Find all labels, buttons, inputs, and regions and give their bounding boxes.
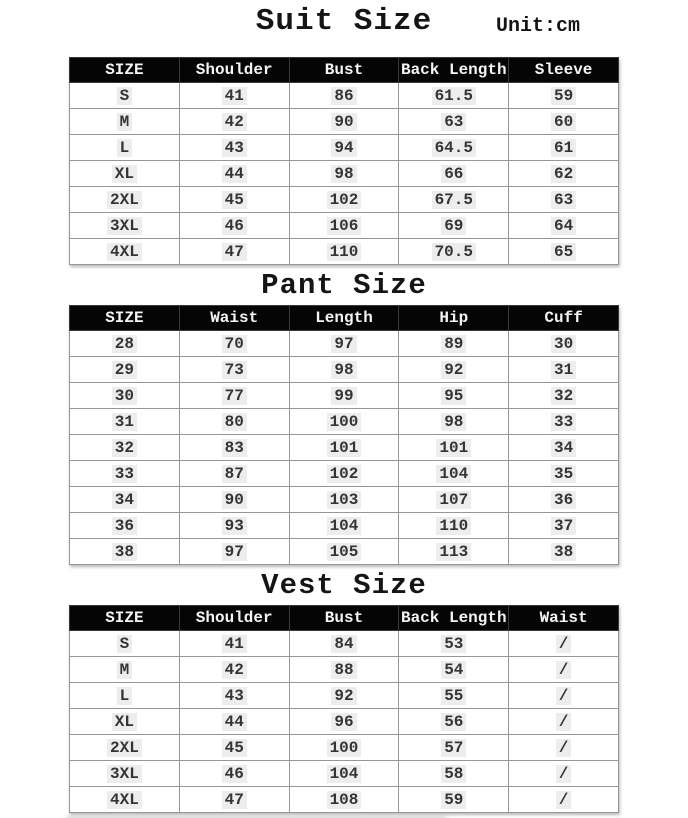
cell-text: 33 bbox=[112, 465, 137, 483]
cell-text: 94 bbox=[331, 139, 356, 157]
table-cell bbox=[70, 735, 180, 761]
table-cell bbox=[509, 683, 619, 709]
cell-text: XL bbox=[112, 713, 137, 731]
cell-text: 104 bbox=[436, 465, 471, 483]
table-cell bbox=[399, 735, 509, 761]
table-cell bbox=[179, 135, 289, 161]
column-header: Shoulder bbox=[179, 58, 289, 83]
table-cell bbox=[179, 213, 289, 239]
suit-size-table bbox=[69, 57, 619, 265]
cell-text: 100 bbox=[327, 739, 362, 757]
table-cell bbox=[179, 409, 289, 435]
cell-text: 3XL bbox=[107, 217, 142, 235]
cell-text: 63 bbox=[551, 191, 576, 209]
table-cell bbox=[399, 213, 509, 239]
table-cell bbox=[70, 161, 180, 187]
table-row bbox=[70, 735, 619, 761]
table-cell bbox=[289, 109, 399, 135]
cell-text: S bbox=[117, 87, 133, 105]
cell-text: 104 bbox=[327, 765, 362, 783]
table-cell bbox=[179, 709, 289, 735]
table-cell bbox=[399, 761, 509, 787]
table-cell bbox=[509, 239, 619, 265]
cell-text: 35 bbox=[551, 465, 576, 483]
table-cell bbox=[289, 213, 399, 239]
table-cell bbox=[399, 631, 509, 657]
table-cell bbox=[399, 709, 509, 735]
table-row bbox=[70, 513, 619, 539]
table-cell bbox=[509, 735, 619, 761]
cell-text: 30 bbox=[551, 335, 576, 353]
column-header: Cuff bbox=[509, 306, 619, 331]
table-cell bbox=[509, 539, 619, 565]
cell-text: 93 bbox=[222, 517, 247, 535]
cell-text: 102 bbox=[327, 191, 362, 209]
table-cell bbox=[179, 383, 289, 409]
table-cell bbox=[399, 83, 509, 109]
table-cell bbox=[70, 539, 180, 565]
cell-text: 105 bbox=[327, 543, 362, 561]
table-cell bbox=[289, 135, 399, 161]
table-cell bbox=[70, 487, 180, 513]
cell-text: 53 bbox=[441, 635, 466, 653]
table-row bbox=[70, 631, 619, 657]
cell-text: 38 bbox=[112, 543, 137, 561]
cell-text: XL bbox=[112, 165, 137, 183]
table-cell bbox=[70, 631, 180, 657]
table-cell bbox=[289, 187, 399, 213]
cell-text: 43 bbox=[222, 687, 247, 705]
cell-text: 90 bbox=[222, 491, 247, 509]
cell-text: 89 bbox=[441, 335, 466, 353]
cell-text: 98 bbox=[331, 361, 356, 379]
table-cell bbox=[289, 657, 399, 683]
cell-text: 97 bbox=[331, 335, 356, 353]
table-cell bbox=[399, 657, 509, 683]
table-cell bbox=[509, 709, 619, 735]
cell-text: 42 bbox=[222, 661, 247, 679]
cell-text: 87 bbox=[222, 465, 247, 483]
cell-text: 45 bbox=[222, 739, 247, 757]
table-cell bbox=[289, 709, 399, 735]
cell-text: 86 bbox=[331, 87, 356, 105]
cell-text: 44 bbox=[222, 713, 247, 731]
table-cell bbox=[399, 787, 509, 813]
table-cell bbox=[179, 187, 289, 213]
table-cell bbox=[70, 761, 180, 787]
table-cell bbox=[179, 435, 289, 461]
cell-text: 63 bbox=[441, 113, 466, 131]
cell-text: / bbox=[556, 661, 572, 679]
vest-size-table bbox=[69, 605, 619, 813]
pant-size-title: Pant Size bbox=[261, 269, 427, 302]
table-cell bbox=[509, 513, 619, 539]
table-cell bbox=[509, 487, 619, 513]
header-row bbox=[70, 306, 619, 331]
column-header: SIZE bbox=[70, 606, 180, 631]
column-header: Bust bbox=[289, 606, 399, 631]
cell-text: 77 bbox=[222, 387, 247, 405]
table-cell bbox=[509, 213, 619, 239]
table-cell bbox=[179, 683, 289, 709]
cell-text: / bbox=[556, 765, 572, 783]
table-cell bbox=[179, 239, 289, 265]
cell-text: 45 bbox=[222, 191, 247, 209]
table-cell bbox=[399, 513, 509, 539]
cell-text: 98 bbox=[331, 165, 356, 183]
cell-text: 70 bbox=[222, 335, 247, 353]
cell-text: 34 bbox=[551, 439, 576, 457]
cell-text: 97 bbox=[222, 543, 247, 561]
table-cell bbox=[179, 787, 289, 813]
table-cell bbox=[179, 761, 289, 787]
table-row bbox=[70, 657, 619, 683]
cell-text: 47 bbox=[222, 243, 247, 261]
table-row bbox=[70, 83, 619, 109]
table-cell bbox=[289, 487, 399, 513]
cell-text: 113 bbox=[436, 543, 471, 561]
table-cell bbox=[70, 109, 180, 135]
table-cell bbox=[70, 409, 180, 435]
cell-text: 34 bbox=[112, 491, 137, 509]
cell-text: 3XL bbox=[107, 765, 142, 783]
cell-text: 84 bbox=[331, 635, 356, 653]
cell-text: 88 bbox=[331, 661, 356, 679]
cell-text: 92 bbox=[331, 687, 356, 705]
table-cell bbox=[509, 787, 619, 813]
table-cell bbox=[399, 435, 509, 461]
table-cell bbox=[70, 435, 180, 461]
table-cell bbox=[289, 539, 399, 565]
cell-text: 96 bbox=[331, 713, 356, 731]
cell-text: 54 bbox=[441, 661, 466, 679]
column-header: Length bbox=[289, 306, 399, 331]
cell-text: 28 bbox=[112, 335, 137, 353]
cell-text: M bbox=[117, 113, 133, 131]
table-cell bbox=[70, 657, 180, 683]
cell-text: 32 bbox=[551, 387, 576, 405]
cell-text: 92 bbox=[441, 361, 466, 379]
cell-text: 70.5 bbox=[432, 243, 476, 261]
table-cell bbox=[179, 735, 289, 761]
table-cell bbox=[509, 409, 619, 435]
table-cell bbox=[509, 135, 619, 161]
column-header: Bust bbox=[289, 58, 399, 83]
cell-text: 107 bbox=[436, 491, 471, 509]
table-row bbox=[70, 435, 619, 461]
table-row bbox=[70, 461, 619, 487]
table-row bbox=[70, 187, 619, 213]
table-cell bbox=[70, 135, 180, 161]
table-cell bbox=[179, 357, 289, 383]
cell-text: 57 bbox=[441, 739, 466, 757]
table-cell bbox=[70, 383, 180, 409]
cell-text: 73 bbox=[222, 361, 247, 379]
table-cell bbox=[289, 513, 399, 539]
cell-text: 100 bbox=[327, 413, 362, 431]
header-row bbox=[70, 606, 619, 631]
cell-text: 101 bbox=[436, 439, 471, 457]
table-cell bbox=[399, 409, 509, 435]
table-cell bbox=[399, 357, 509, 383]
vest-size-section bbox=[0, 605, 688, 813]
cell-text: 44 bbox=[222, 165, 247, 183]
table-row bbox=[70, 761, 619, 787]
cell-text: 42 bbox=[222, 113, 247, 131]
table-cell bbox=[509, 187, 619, 213]
suit-size-section bbox=[0, 57, 688, 265]
cell-text: 4XL bbox=[107, 791, 142, 809]
cell-text: 61.5 bbox=[432, 87, 476, 105]
table-cell bbox=[399, 683, 509, 709]
table-cell bbox=[70, 513, 180, 539]
cell-text: 47 bbox=[222, 791, 247, 809]
cell-text: 59 bbox=[551, 87, 576, 105]
cell-text: 29 bbox=[112, 361, 137, 379]
table-cell bbox=[509, 83, 619, 109]
table-cell bbox=[509, 383, 619, 409]
cell-text: 37 bbox=[551, 517, 576, 535]
column-header: Back Length bbox=[399, 58, 509, 83]
table-cell bbox=[399, 383, 509, 409]
table-cell bbox=[179, 461, 289, 487]
cell-text: 2XL bbox=[107, 191, 142, 209]
table-row bbox=[70, 357, 619, 383]
cell-text: 67.5 bbox=[432, 191, 476, 209]
column-header: Waist bbox=[179, 306, 289, 331]
table-cell bbox=[509, 631, 619, 657]
cell-text: 4XL bbox=[107, 243, 142, 261]
table-cell bbox=[289, 409, 399, 435]
cell-text: 83 bbox=[222, 439, 247, 457]
cell-text: 41 bbox=[222, 635, 247, 653]
table-cell bbox=[70, 461, 180, 487]
table-cell bbox=[289, 83, 399, 109]
unit-label: Unit:cm bbox=[495, 15, 580, 38]
cell-text: L bbox=[117, 139, 133, 157]
table-row bbox=[70, 383, 619, 409]
table-row bbox=[70, 135, 619, 161]
table-cell bbox=[289, 161, 399, 187]
table-cell bbox=[179, 331, 289, 357]
table-cell bbox=[179, 657, 289, 683]
table-cell bbox=[289, 735, 399, 761]
table-row bbox=[70, 331, 619, 357]
column-header: Sleeve bbox=[509, 58, 619, 83]
cell-text: 31 bbox=[551, 361, 576, 379]
cell-text: S bbox=[117, 635, 133, 653]
table-row bbox=[70, 787, 619, 813]
table-cell bbox=[399, 539, 509, 565]
column-header: Back Length bbox=[399, 606, 509, 631]
cell-text: 33 bbox=[551, 413, 576, 431]
pant-size-table bbox=[69, 305, 619, 565]
cell-text: 90 bbox=[331, 113, 356, 131]
table-cell bbox=[70, 787, 180, 813]
table-cell bbox=[289, 631, 399, 657]
cell-text: 69 bbox=[441, 217, 466, 235]
cell-text: 31 bbox=[112, 413, 137, 431]
table-cell bbox=[399, 331, 509, 357]
cell-text: 101 bbox=[327, 439, 362, 457]
cell-text: 64.5 bbox=[432, 139, 476, 157]
table-cell bbox=[509, 161, 619, 187]
cell-text: 36 bbox=[551, 491, 576, 509]
table-cell bbox=[399, 461, 509, 487]
cell-text: 103 bbox=[327, 491, 362, 509]
table-row bbox=[70, 539, 619, 565]
table-cell bbox=[179, 487, 289, 513]
cell-text: 38 bbox=[551, 543, 576, 561]
cell-text: 62 bbox=[551, 165, 576, 183]
cell-text: 59 bbox=[441, 791, 466, 809]
cell-text: / bbox=[556, 635, 572, 653]
cell-text: 46 bbox=[222, 217, 247, 235]
cell-text: 32 bbox=[112, 439, 137, 457]
table-row bbox=[70, 683, 619, 709]
table-cell bbox=[289, 461, 399, 487]
cell-text: 2XL bbox=[107, 739, 142, 757]
table-cell bbox=[399, 109, 509, 135]
table-cell bbox=[179, 631, 289, 657]
cell-text: M bbox=[117, 661, 133, 679]
table-cell bbox=[70, 213, 180, 239]
cell-text: 60 bbox=[551, 113, 576, 131]
table-cell bbox=[179, 83, 289, 109]
table-cell bbox=[399, 135, 509, 161]
table-cell bbox=[509, 331, 619, 357]
table-cell bbox=[289, 787, 399, 813]
table-cell bbox=[179, 539, 289, 565]
table-cell bbox=[70, 239, 180, 265]
table-row bbox=[70, 109, 619, 135]
table-cell bbox=[509, 435, 619, 461]
table-cell bbox=[289, 357, 399, 383]
table-cell bbox=[399, 239, 509, 265]
table-row bbox=[70, 409, 619, 435]
table-row bbox=[70, 239, 619, 265]
cell-text: 65 bbox=[551, 243, 576, 261]
cell-text: 56 bbox=[441, 713, 466, 731]
table-cell bbox=[70, 709, 180, 735]
cell-text: / bbox=[556, 687, 572, 705]
header-row bbox=[70, 58, 619, 83]
table-cell bbox=[70, 83, 180, 109]
cell-text: 46 bbox=[222, 765, 247, 783]
vest-size-title: Vest Size bbox=[261, 569, 427, 602]
table-cell bbox=[399, 161, 509, 187]
table-row bbox=[70, 487, 619, 513]
column-header: Shoulder bbox=[179, 606, 289, 631]
table-cell bbox=[289, 761, 399, 787]
column-header: SIZE bbox=[70, 58, 180, 83]
table-cell bbox=[70, 331, 180, 357]
table-cell bbox=[289, 683, 399, 709]
pant-size-section bbox=[0, 305, 688, 565]
cell-text: 66 bbox=[441, 165, 466, 183]
table-cell bbox=[70, 357, 180, 383]
table-row bbox=[70, 161, 619, 187]
cell-text: 104 bbox=[327, 517, 362, 535]
table-cell bbox=[179, 513, 289, 539]
cell-text: / bbox=[556, 713, 572, 731]
table-row bbox=[70, 213, 619, 239]
page-header bbox=[0, 0, 688, 57]
table-row bbox=[70, 709, 619, 735]
cell-text: / bbox=[556, 791, 572, 809]
table-cell bbox=[509, 657, 619, 683]
cell-text: 36 bbox=[112, 517, 137, 535]
table-cell bbox=[509, 761, 619, 787]
cell-text: 102 bbox=[327, 465, 362, 483]
cell-text: 41 bbox=[222, 87, 247, 105]
cell-text: 30 bbox=[112, 387, 137, 405]
table-cell bbox=[179, 109, 289, 135]
table-cell bbox=[179, 161, 289, 187]
cell-text: 108 bbox=[327, 791, 362, 809]
table-cell bbox=[509, 357, 619, 383]
cell-text: 99 bbox=[331, 387, 356, 405]
table-cell bbox=[70, 683, 180, 709]
cell-text: 110 bbox=[327, 243, 362, 261]
cell-text: 55 bbox=[441, 687, 466, 705]
table-cell bbox=[289, 331, 399, 357]
table-cell bbox=[289, 435, 399, 461]
table-cell bbox=[289, 383, 399, 409]
cell-text: 58 bbox=[441, 765, 466, 783]
column-header: Hip bbox=[399, 306, 509, 331]
column-header: SIZE bbox=[70, 306, 180, 331]
table-cell bbox=[399, 487, 509, 513]
cell-text: L bbox=[117, 687, 133, 705]
cell-text: 106 bbox=[327, 217, 362, 235]
page-title: Suit Size bbox=[255, 4, 433, 39]
table-cell bbox=[509, 109, 619, 135]
cell-text: 80 bbox=[222, 413, 247, 431]
cell-text: 61 bbox=[551, 139, 576, 157]
table-cell bbox=[70, 187, 180, 213]
cell-text: 43 bbox=[222, 139, 247, 157]
table-cell bbox=[289, 239, 399, 265]
cell-text: / bbox=[556, 739, 572, 757]
cell-text: 98 bbox=[441, 413, 466, 431]
table-cell bbox=[399, 187, 509, 213]
table-cell bbox=[509, 461, 619, 487]
cell-text: 95 bbox=[441, 387, 466, 405]
cell-text: 64 bbox=[551, 217, 576, 235]
column-header: Waist bbox=[509, 606, 619, 631]
cell-text: 110 bbox=[436, 517, 471, 535]
